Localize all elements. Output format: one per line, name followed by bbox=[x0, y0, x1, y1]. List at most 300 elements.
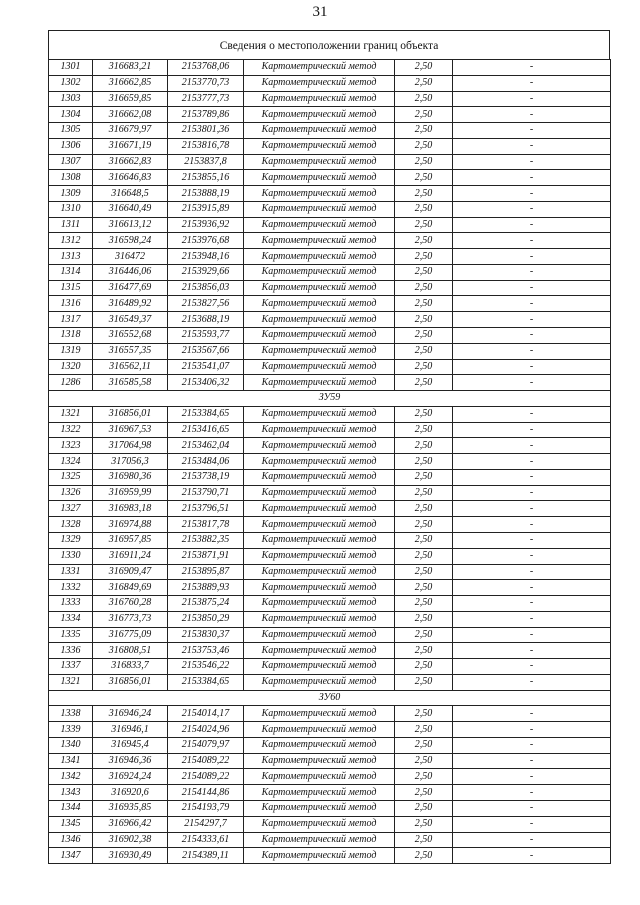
table-row bbox=[49, 296, 611, 312]
coordinate-y-cell: 2153738,19 bbox=[168, 469, 244, 485]
method-cell: Картометрический метод bbox=[244, 816, 395, 832]
coordinate-x-cell: 316902,38 bbox=[93, 832, 168, 848]
coordinate-x-cell: 316446,06 bbox=[93, 264, 168, 280]
description-cell: - bbox=[453, 517, 611, 533]
method-cell: Картометрический метод bbox=[244, 75, 395, 91]
page-number: 31 bbox=[312, 4, 328, 20]
point-number-cell: 1302 bbox=[49, 75, 93, 91]
point-number-cell: 1334 bbox=[49, 611, 93, 627]
coordinate-x-cell: 316856,01 bbox=[93, 406, 168, 422]
coordinate-x-cell: 316552,68 bbox=[93, 328, 168, 344]
coordinate-x-cell: 316920,6 bbox=[93, 785, 168, 801]
coordinate-y-cell: 2153855,16 bbox=[168, 170, 244, 186]
accuracy-cell: 2,50 bbox=[395, 722, 453, 738]
description-cell: - bbox=[453, 737, 611, 753]
coordinate-x-cell: 316477,69 bbox=[93, 280, 168, 296]
boundary-coordinates-table bbox=[48, 59, 611, 864]
point-number-cell: 1308 bbox=[49, 170, 93, 186]
table-row bbox=[49, 201, 611, 217]
accuracy-cell: 2,50 bbox=[395, 328, 453, 344]
coordinate-x-cell: 316966,42 bbox=[93, 816, 168, 832]
coordinate-x-cell: 316562,11 bbox=[93, 359, 168, 375]
coordinate-y-cell: 2154024,96 bbox=[168, 722, 244, 738]
accuracy-cell: 2,50 bbox=[395, 769, 453, 785]
method-cell: Картометрический метод bbox=[244, 785, 395, 801]
accuracy-cell: 2,50 bbox=[395, 848, 453, 864]
accuracy-cell: 2,50 bbox=[395, 564, 453, 580]
table-row bbox=[49, 596, 611, 612]
coordinate-x-cell: 316983,18 bbox=[93, 501, 168, 517]
method-cell: Картометрический метод bbox=[244, 217, 395, 233]
coordinate-y-cell: 2153768,06 bbox=[168, 60, 244, 76]
table-body bbox=[49, 60, 611, 864]
table-row bbox=[49, 438, 611, 454]
coordinate-x-cell: 316662,85 bbox=[93, 75, 168, 91]
coordinate-y-cell: 2153567,66 bbox=[168, 343, 244, 359]
section-label: ЗУ59 bbox=[49, 391, 611, 407]
description-cell: - bbox=[453, 375, 611, 391]
point-number-cell: 1322 bbox=[49, 422, 93, 438]
description-cell: - bbox=[453, 627, 611, 643]
accuracy-cell: 2,50 bbox=[395, 60, 453, 76]
accuracy-cell: 2,50 bbox=[395, 280, 453, 296]
coordinate-x-cell: 316489,92 bbox=[93, 296, 168, 312]
coordinate-x-cell: 316909,47 bbox=[93, 564, 168, 580]
accuracy-cell: 2,50 bbox=[395, 785, 453, 801]
point-number-cell: 1327 bbox=[49, 501, 93, 517]
table-row bbox=[49, 154, 611, 170]
accuracy-cell: 2,50 bbox=[395, 249, 453, 265]
accuracy-cell: 2,50 bbox=[395, 375, 453, 391]
coordinate-y-cell: 2153384,65 bbox=[168, 406, 244, 422]
table-row bbox=[49, 75, 611, 91]
coordinate-x-cell: 316585,58 bbox=[93, 375, 168, 391]
method-cell: Картометрический метод bbox=[244, 123, 395, 139]
table-row bbox=[49, 60, 611, 76]
table-row bbox=[49, 359, 611, 375]
coordinate-y-cell: 2154193,79 bbox=[168, 800, 244, 816]
method-cell: Картометрический метод bbox=[244, 375, 395, 391]
coordinate-y-cell: 2153777,73 bbox=[168, 91, 244, 107]
description-cell: - bbox=[453, 343, 611, 359]
description-cell: - bbox=[453, 485, 611, 501]
point-number-cell: 1326 bbox=[49, 485, 93, 501]
point-number-cell: 1314 bbox=[49, 264, 93, 280]
accuracy-cell: 2,50 bbox=[395, 627, 453, 643]
method-cell: Картометрический метод bbox=[244, 296, 395, 312]
method-cell: Картометрический метод bbox=[244, 737, 395, 753]
coordinate-x-cell: 316856,01 bbox=[93, 674, 168, 690]
table-row bbox=[49, 627, 611, 643]
point-number-cell: 1345 bbox=[49, 816, 93, 832]
table-row bbox=[49, 264, 611, 280]
point-number-cell: 1341 bbox=[49, 753, 93, 769]
point-number-cell: 1286 bbox=[49, 375, 93, 391]
coordinate-x-cell: 316662,83 bbox=[93, 154, 168, 170]
description-cell: - bbox=[453, 359, 611, 375]
point-number-cell: 1317 bbox=[49, 312, 93, 328]
accuracy-cell: 2,50 bbox=[395, 706, 453, 722]
table-row bbox=[49, 753, 611, 769]
accuracy-cell: 2,50 bbox=[395, 643, 453, 659]
description-cell: - bbox=[453, 832, 611, 848]
method-cell: Картометрический метод bbox=[244, 60, 395, 76]
table-row bbox=[49, 611, 611, 627]
point-number-cell: 1324 bbox=[49, 454, 93, 470]
accuracy-cell: 2,50 bbox=[395, 107, 453, 123]
method-cell: Картометрический метод bbox=[244, 753, 395, 769]
description-cell: - bbox=[453, 328, 611, 344]
coordinate-y-cell: 2153850,29 bbox=[168, 611, 244, 627]
method-cell: Картометрический метод bbox=[244, 627, 395, 643]
table-row bbox=[49, 674, 611, 690]
coordinate-y-cell: 2153770,73 bbox=[168, 75, 244, 91]
accuracy-cell: 2,50 bbox=[395, 469, 453, 485]
coordinate-y-cell: 2153895,87 bbox=[168, 564, 244, 580]
method-cell: Картометрический метод bbox=[244, 438, 395, 454]
method-cell: Картометрический метод bbox=[244, 532, 395, 548]
table-row bbox=[49, 422, 611, 438]
coordinate-y-cell: 2154014,17 bbox=[168, 706, 244, 722]
table-row bbox=[49, 564, 611, 580]
accuracy-cell: 2,50 bbox=[395, 517, 453, 533]
method-cell: Картометрический метод bbox=[244, 328, 395, 344]
coordinate-y-cell: 2153875,24 bbox=[168, 596, 244, 612]
method-cell: Картометрический метод bbox=[244, 643, 395, 659]
coordinate-x-cell: 316967,53 bbox=[93, 422, 168, 438]
accuracy-cell: 2,50 bbox=[395, 454, 453, 470]
accuracy-cell: 2,50 bbox=[395, 233, 453, 249]
description-cell: - bbox=[453, 501, 611, 517]
method-cell: Картометрический метод bbox=[244, 769, 395, 785]
point-number-cell: 1328 bbox=[49, 517, 93, 533]
point-number-cell: 1319 bbox=[49, 343, 93, 359]
coordinate-y-cell: 2153753,46 bbox=[168, 643, 244, 659]
coordinate-x-cell: 316775,09 bbox=[93, 627, 168, 643]
coordinate-x-cell: 316911,24 bbox=[93, 548, 168, 564]
coordinate-x-cell: 316648,5 bbox=[93, 186, 168, 202]
accuracy-cell: 2,50 bbox=[395, 580, 453, 596]
coordinate-y-cell: 2154389,11 bbox=[168, 848, 244, 864]
coordinate-y-cell: 2153976,68 bbox=[168, 233, 244, 249]
coordinate-y-cell: 2153416,65 bbox=[168, 422, 244, 438]
coordinate-y-cell: 2153593,77 bbox=[168, 328, 244, 344]
coordinate-x-cell: 316613,12 bbox=[93, 217, 168, 233]
point-number-cell: 1340 bbox=[49, 737, 93, 753]
description-cell: - bbox=[453, 138, 611, 154]
coordinate-x-cell: 316974,88 bbox=[93, 517, 168, 533]
point-number-cell: 1347 bbox=[49, 848, 93, 864]
description-cell: - bbox=[453, 816, 611, 832]
description-cell: - bbox=[453, 438, 611, 454]
method-cell: Картометрический метод bbox=[244, 359, 395, 375]
method-cell: Картометрический метод bbox=[244, 201, 395, 217]
point-number-cell: 1309 bbox=[49, 186, 93, 202]
coordinate-x-cell: 316557,35 bbox=[93, 343, 168, 359]
point-number-cell: 1301 bbox=[49, 60, 93, 76]
table-row bbox=[49, 170, 611, 186]
table-row bbox=[49, 406, 611, 422]
point-number-cell: 1342 bbox=[49, 769, 93, 785]
accuracy-cell: 2,50 bbox=[395, 154, 453, 170]
point-number-cell: 1321 bbox=[49, 406, 93, 422]
coordinate-y-cell: 2153688,19 bbox=[168, 312, 244, 328]
method-cell: Картометрический метод bbox=[244, 91, 395, 107]
point-number-cell: 1343 bbox=[49, 785, 93, 801]
description-cell: - bbox=[453, 75, 611, 91]
coordinate-x-cell: 316959,99 bbox=[93, 485, 168, 501]
table-title: Сведения о местоположении границ объекта bbox=[48, 30, 610, 59]
method-cell: Картометрический метод bbox=[244, 548, 395, 564]
description-cell: - bbox=[453, 769, 611, 785]
accuracy-cell: 2,50 bbox=[395, 406, 453, 422]
coordinate-x-cell: 316946,1 bbox=[93, 722, 168, 738]
table-row bbox=[49, 485, 611, 501]
description-cell: - bbox=[453, 596, 611, 612]
accuracy-cell: 2,50 bbox=[395, 674, 453, 690]
description-cell: - bbox=[453, 296, 611, 312]
point-number-cell: 1332 bbox=[49, 580, 93, 596]
method-cell: Картометрический метод bbox=[244, 517, 395, 533]
description-cell: - bbox=[453, 659, 611, 675]
accuracy-cell: 2,50 bbox=[395, 832, 453, 848]
accuracy-cell: 2,50 bbox=[395, 737, 453, 753]
description-cell: - bbox=[453, 785, 611, 801]
point-number-cell: 1329 bbox=[49, 532, 93, 548]
coordinate-x-cell: 316679,97 bbox=[93, 123, 168, 139]
accuracy-cell: 2,50 bbox=[395, 800, 453, 816]
table-row bbox=[49, 517, 611, 533]
section-row bbox=[49, 391, 611, 407]
method-cell: Картометрический метод bbox=[244, 706, 395, 722]
description-cell: - bbox=[453, 564, 611, 580]
table-row bbox=[49, 343, 611, 359]
method-cell: Картометрический метод bbox=[244, 469, 395, 485]
method-cell: Картометрический метод bbox=[244, 406, 395, 422]
coordinate-y-cell: 2153484,06 bbox=[168, 454, 244, 470]
point-number-cell: 1337 bbox=[49, 659, 93, 675]
table-row bbox=[49, 375, 611, 391]
description-cell: - bbox=[453, 548, 611, 564]
coordinate-y-cell: 2153384,65 bbox=[168, 674, 244, 690]
coordinate-y-cell: 2153837,8 bbox=[168, 154, 244, 170]
table-row bbox=[49, 123, 611, 139]
coordinate-y-cell: 2153796,51 bbox=[168, 501, 244, 517]
coordinate-x-cell: 316957,85 bbox=[93, 532, 168, 548]
coordinate-x-cell: 316849,69 bbox=[93, 580, 168, 596]
coordinate-x-cell: 316924,24 bbox=[93, 769, 168, 785]
coordinate-x-cell: 316659,85 bbox=[93, 91, 168, 107]
coordinate-y-cell: 2153546,22 bbox=[168, 659, 244, 675]
coordinate-y-cell: 2153830,37 bbox=[168, 627, 244, 643]
coordinate-y-cell: 2153856,03 bbox=[168, 280, 244, 296]
description-cell: - bbox=[453, 454, 611, 470]
accuracy-cell: 2,50 bbox=[395, 91, 453, 107]
description-cell: - bbox=[453, 280, 611, 296]
description-cell: - bbox=[453, 186, 611, 202]
description-cell: - bbox=[453, 264, 611, 280]
accuracy-cell: 2,50 bbox=[395, 75, 453, 91]
table-row bbox=[49, 91, 611, 107]
coordinate-y-cell: 2154144,86 bbox=[168, 785, 244, 801]
description-cell: - bbox=[453, 154, 611, 170]
coordinate-x-cell: 316683,21 bbox=[93, 60, 168, 76]
point-number-cell: 1315 bbox=[49, 280, 93, 296]
description-cell: - bbox=[453, 848, 611, 864]
coordinate-y-cell: 2153827,56 bbox=[168, 296, 244, 312]
coordinate-y-cell: 2153817,78 bbox=[168, 517, 244, 533]
table-row bbox=[49, 659, 611, 675]
table-row bbox=[49, 469, 611, 485]
method-cell: Картометрический метод bbox=[244, 564, 395, 580]
method-cell: Картометрический метод bbox=[244, 722, 395, 738]
method-cell: Картометрический метод bbox=[244, 674, 395, 690]
coordinate-y-cell: 2153541,07 bbox=[168, 359, 244, 375]
coordinate-y-cell: 2153948,16 bbox=[168, 249, 244, 265]
point-number-cell: 1311 bbox=[49, 217, 93, 233]
table-row bbox=[49, 548, 611, 564]
description-cell: - bbox=[453, 406, 611, 422]
accuracy-cell: 2,50 bbox=[395, 548, 453, 564]
coordinate-x-cell: 316946,36 bbox=[93, 753, 168, 769]
table-row bbox=[49, 186, 611, 202]
description-cell: - bbox=[453, 233, 611, 249]
coordinate-y-cell: 2153889,93 bbox=[168, 580, 244, 596]
accuracy-cell: 2,50 bbox=[395, 343, 453, 359]
method-cell: Картометрический метод bbox=[244, 454, 395, 470]
point-number-cell: 1338 bbox=[49, 706, 93, 722]
point-number-cell: 1304 bbox=[49, 107, 93, 123]
coordinate-y-cell: 2153915,89 bbox=[168, 201, 244, 217]
method-cell: Картометрический метод bbox=[244, 264, 395, 280]
coordinate-x-cell: 316646,83 bbox=[93, 170, 168, 186]
accuracy-cell: 2,50 bbox=[395, 123, 453, 139]
point-number-cell: 1306 bbox=[49, 138, 93, 154]
point-number-cell: 1321 bbox=[49, 674, 93, 690]
description-cell: - bbox=[453, 643, 611, 659]
point-number-cell: 1346 bbox=[49, 832, 93, 848]
accuracy-cell: 2,50 bbox=[395, 753, 453, 769]
point-number-cell: 1339 bbox=[49, 722, 93, 738]
description-cell: - bbox=[453, 580, 611, 596]
section-label: ЗУ60 bbox=[49, 690, 611, 706]
table-row bbox=[49, 800, 611, 816]
section-row bbox=[49, 690, 611, 706]
description-cell: - bbox=[453, 706, 611, 722]
table-row bbox=[49, 107, 611, 123]
coordinate-y-cell: 2153462,04 bbox=[168, 438, 244, 454]
table-row bbox=[49, 249, 611, 265]
accuracy-cell: 2,50 bbox=[395, 485, 453, 501]
description-cell: - bbox=[453, 201, 611, 217]
table-row bbox=[49, 580, 611, 596]
method-cell: Картометрический метод bbox=[244, 233, 395, 249]
method-cell: Картометрический метод bbox=[244, 107, 395, 123]
coordinate-x-cell: 316930,49 bbox=[93, 848, 168, 864]
coordinate-x-cell: 316549,37 bbox=[93, 312, 168, 328]
description-cell: - bbox=[453, 800, 611, 816]
description-cell: - bbox=[453, 722, 611, 738]
coordinate-y-cell: 2153790,71 bbox=[168, 485, 244, 501]
method-cell: Картометрический метод bbox=[244, 280, 395, 296]
coordinate-y-cell: 2153789,86 bbox=[168, 107, 244, 123]
method-cell: Картометрический метод bbox=[244, 580, 395, 596]
accuracy-cell: 2,50 bbox=[395, 611, 453, 627]
table-row bbox=[49, 722, 611, 738]
accuracy-cell: 2,50 bbox=[395, 312, 453, 328]
accuracy-cell: 2,50 bbox=[395, 501, 453, 517]
description-cell: - bbox=[453, 674, 611, 690]
coordinate-y-cell: 2154089,22 bbox=[168, 753, 244, 769]
coordinate-y-cell: 2153929,66 bbox=[168, 264, 244, 280]
point-number-cell: 1303 bbox=[49, 91, 93, 107]
table-row bbox=[49, 848, 611, 864]
coordinate-y-cell: 2153871,91 bbox=[168, 548, 244, 564]
point-number-cell: 1336 bbox=[49, 643, 93, 659]
point-number-cell: 1307 bbox=[49, 154, 93, 170]
point-number-cell: 1333 bbox=[49, 596, 93, 612]
point-number-cell: 1305 bbox=[49, 123, 93, 139]
coordinate-y-cell: 2154297,7 bbox=[168, 816, 244, 832]
method-cell: Картометрический метод bbox=[244, 343, 395, 359]
coordinate-x-cell: 317056,3 bbox=[93, 454, 168, 470]
coordinate-y-cell: 2154079,97 bbox=[168, 737, 244, 753]
description-cell: - bbox=[453, 312, 611, 328]
coordinate-x-cell: 316945,4 bbox=[93, 737, 168, 753]
coordinate-x-cell: 316808,51 bbox=[93, 643, 168, 659]
method-cell: Картометрический метод bbox=[244, 154, 395, 170]
coordinate-y-cell: 2153406,32 bbox=[168, 375, 244, 391]
description-cell: - bbox=[453, 123, 611, 139]
method-cell: Картометрический метод bbox=[244, 832, 395, 848]
coordinate-x-cell: 316760,28 bbox=[93, 596, 168, 612]
accuracy-cell: 2,50 bbox=[395, 201, 453, 217]
table-row bbox=[49, 217, 611, 233]
method-cell: Картометрический метод bbox=[244, 138, 395, 154]
table-row bbox=[49, 785, 611, 801]
coordinate-x-cell: 316980,36 bbox=[93, 469, 168, 485]
description-cell: - bbox=[453, 60, 611, 76]
accuracy-cell: 2,50 bbox=[395, 186, 453, 202]
accuracy-cell: 2,50 bbox=[395, 659, 453, 675]
boundary-table-container bbox=[48, 30, 610, 864]
method-cell: Картометрический метод bbox=[244, 596, 395, 612]
description-cell: - bbox=[453, 249, 611, 265]
method-cell: Картометрический метод bbox=[244, 800, 395, 816]
coordinate-y-cell: 2153936,92 bbox=[168, 217, 244, 233]
coordinate-x-cell: 316833,7 bbox=[93, 659, 168, 675]
coordinate-x-cell: 316598,24 bbox=[93, 233, 168, 249]
coordinate-y-cell: 2153801,36 bbox=[168, 123, 244, 139]
accuracy-cell: 2,50 bbox=[395, 138, 453, 154]
coordinate-x-cell: 316935,85 bbox=[93, 800, 168, 816]
table-row bbox=[49, 501, 611, 517]
table-row bbox=[49, 532, 611, 548]
description-cell: - bbox=[453, 611, 611, 627]
description-cell: - bbox=[453, 107, 611, 123]
table-row bbox=[49, 706, 611, 722]
coordinate-x-cell: 316671,19 bbox=[93, 138, 168, 154]
coordinate-y-cell: 2153816,78 bbox=[168, 138, 244, 154]
accuracy-cell: 2,50 bbox=[395, 170, 453, 186]
accuracy-cell: 2,50 bbox=[395, 422, 453, 438]
method-cell: Картометрический метод bbox=[244, 611, 395, 627]
method-cell: Картометрический метод bbox=[244, 422, 395, 438]
table-row bbox=[49, 312, 611, 328]
table-row bbox=[49, 769, 611, 785]
table-row bbox=[49, 280, 611, 296]
coordinate-y-cell: 2154333,61 bbox=[168, 832, 244, 848]
